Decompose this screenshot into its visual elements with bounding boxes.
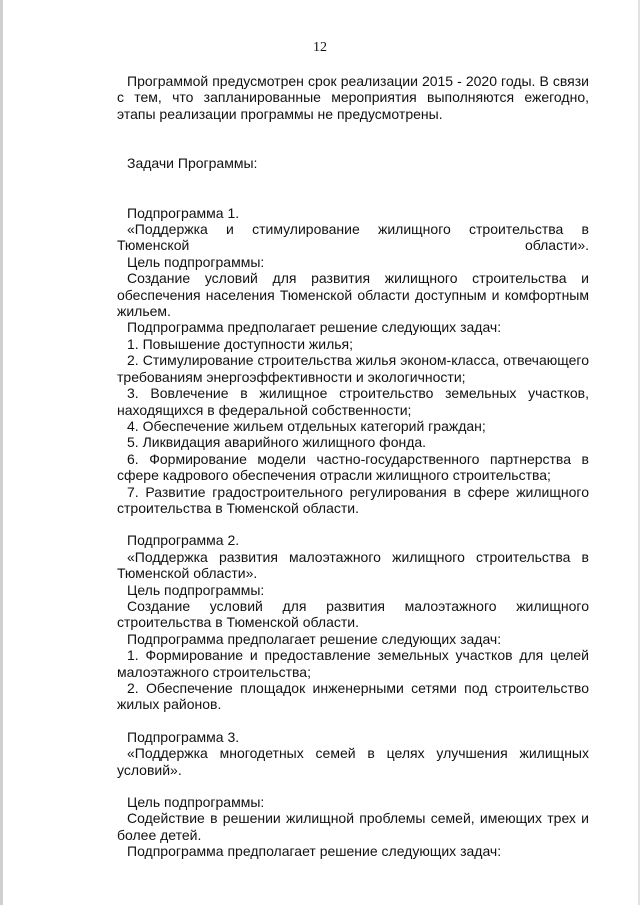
page-left-edge — [0, 0, 3, 905]
subprogram-1-task-1: 1. Повышение доступности жилья; — [127, 335, 354, 352]
subprogram-2-title: «Поддержка развития малоэтажного жилищного строительства в Тюменской области». — [117, 548, 589, 582]
subprogram-1-title: «Поддержка и стимулирование жилищного строительства в Тюменской области». — [117, 221, 589, 254]
subprogram-1-tasks-intro: Подпрограмма предполагает решение следующих задач: — [127, 319, 502, 336]
subprogram-3-heading: Подпрограмма 3. — [127, 728, 240, 745]
subprogram-2-goal-text: Создание условий для развития малоэтажного жилищного строительства в Тюменской области. — [117, 597, 589, 631]
paragraph-program-term: Программой предусмотрен срок реализации 2015 - 2020 годы. В связи с тем, что запланированные мероприятия выполняются ежегодно, этапы реализации программы не предусмотрены. — [117, 73, 589, 122]
document-body — [117, 73, 589, 860]
subprogram-2-task-2: 2. Обеспечение площадок инженерными сетями под строительство жилых районов. — [117, 680, 589, 713]
subprogram-2-heading: Подпрограмма 2. — [127, 532, 240, 549]
subprogram-1-task-3: 3. Вовлечение в жилищное строительство земельных участков, находящихся в федеральной собственности; — [117, 385, 589, 418]
subprogram-3-goal-label: Цель подпрограммы: — [127, 794, 265, 811]
subprogram-3-title: «Поддержка многодетных семей в целях улучшения жилищных условий». — [117, 745, 589, 778]
subprogram-1-goal-text: Создание условий для развития жилищного строительства и обеспечения населения Тюменской области доступным и комфортным жильем. — [117, 270, 589, 320]
subprogram-3-tasks-intro: Подпрограмма предполагает решение следующих задач: — [127, 843, 502, 860]
subprogram-1-goal-label: Цель подпрограммы: — [127, 253, 265, 270]
subprogram-1-task-4: 4. Обеспечение жильем отдельных категорий граждан; — [127, 417, 486, 434]
subprogram-1-task-5: 5. Ликвидация аварийного жилищного фонда. — [127, 434, 427, 451]
subprogram-1-task-2: 2. Стимулирование строительства жилья эконом-класса, отвечающего требованиям энергоэффективности и экологичности; — [117, 352, 589, 385]
subprogram-2-tasks-intro: Подпрограмма предполагает решение следующих задач: — [127, 630, 502, 647]
subprogram-2-goal-label: Цель подпрограммы: — [127, 581, 265, 598]
subprogram-2-task-1: 1. Формирование и предоставление земельных участков для целей малоэтажного строительства; — [117, 647, 589, 680]
page-number: 12 — [313, 40, 327, 55]
subprogram-3-goal-text: Содействие в решении жилищной проблемы семей, имеющих трех и более детей. — [117, 810, 589, 843]
subprogram-1-task-7: 7. Развитие градостроительного регулирования в сфере жилищного строительства в Тюменской области. — [117, 483, 589, 516]
subprogram-1-task-6: 6. Формирование модели частно-государственного партнерства в сфере кадрового обеспечения отрасли жилищного строительства; — [117, 450, 589, 484]
heading-program-tasks: Задачи Программы: — [127, 155, 258, 172]
subprogram-1-heading: Подпрограмма 1. — [127, 204, 240, 221]
